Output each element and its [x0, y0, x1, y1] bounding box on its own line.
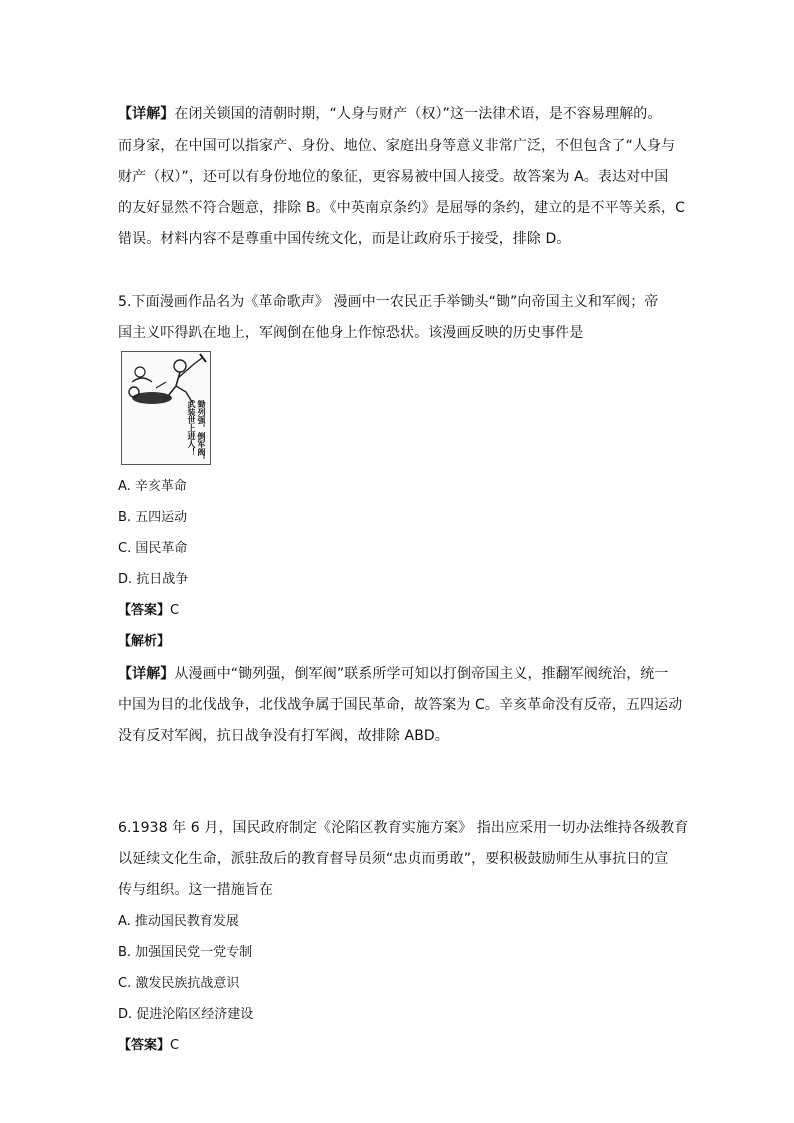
question-6-line-3: 传与组织。这一措施旨在: [118, 882, 274, 898]
question-5-answer: [118, 602, 179, 620]
detail-tag: 【详解】: [118, 666, 175, 682]
cartoon-caption-2: 倒军阀，: [197, 432, 206, 464]
revolution-song-cartoon: [121, 351, 211, 465]
question-5-detail-line-1: 【详解】从漫画中“锄列强，倒军阀”联系所学可知以打倒帝国主义，推翻军阀统治，统一: [118, 666, 669, 682]
cartoon-caption: [186, 400, 206, 464]
cartoon-label-mark: 阀: [164, 395, 171, 402]
detail-line-4: 的友好显然不符合题意，排除 B。《中英南京条约》是屈辱的条约，建立的是不平等关系，C: [118, 200, 686, 216]
question-6-answer: [118, 1037, 179, 1055]
cartoon-caption-1: 锄列强，: [197, 400, 206, 432]
cartoon-caption-3: 武装世上: [187, 400, 196, 432]
question-5-option-b: B. 五四运动: [118, 510, 188, 525]
answer-tag: 【答案】: [118, 1038, 171, 1053]
question-5-line-2: 国主义吓得趴在地上，军阀倒在他身上作惊恐状。该漫画反映的历史事件是: [118, 325, 584, 341]
detail-line-1: 【详解】在闭关锁国的清朝时期，“人身与财产（权）”这一法律术语，是不容易理解的。: [118, 106, 662, 122]
answer-value: C: [170, 603, 180, 618]
detail-line-5: 错误。材料内容不是尊重中国传统文化，而是让政府乐于接受，排除 D。: [118, 231, 571, 247]
detail-line-2: 而身家，在中国可以指家产、身份、地位、家庭出身等意义非常广泛，不但包含了“人身与: [118, 138, 676, 154]
question-6-line-1: 6.1938 年 6 月，国民政府制定《沦陷区教育实施方案》 指出应采用一切办法维持各级教育: [118, 820, 689, 836]
answer-value: C: [170, 1038, 180, 1053]
question-6-option-c: C. 激发民族抗战意识: [118, 976, 240, 991]
question-6-line-2: 以延续文化生命，派驻敌后的教育督导员须“忠贞而勇敢”，要积极鼓励师生从事抗日的宣: [118, 851, 669, 867]
question-5-detail-line-3: 没有反对军阀，抗日战争没有打军阀，故排除 ABD。: [118, 728, 449, 744]
question-5-option-d: D. 抗日战争: [118, 572, 189, 587]
answer-tag: 【答案】: [118, 603, 171, 618]
question-6-option-d: D. 促进沦陷区经济建设: [118, 1007, 254, 1022]
question-5-detail-line-2: 中国为目的北伐战争，北伐战争属于国民革命，故答案为 C。辛亥革命没有反帝，五四运动: [118, 697, 683, 713]
cartoon-caption-4: 进人！: [187, 432, 196, 456]
detail-line-3: 财产（权）”，还可以有身份地位的象征，更容易被中国人接受。故答案为 A。表达对中国: [118, 169, 669, 185]
detail-tag: 【详解】: [118, 106, 175, 122]
question-6-option-a: A. 推动国民教育发展: [118, 914, 239, 929]
question-5-analysis-tag: 【解析】: [118, 634, 171, 649]
question-6-option-b: B. 加强国民党一党专制: [118, 945, 253, 960]
question-5-option-a: A. 辛亥革命: [118, 479, 187, 494]
question-5-option-c: C. 国民革命: [118, 541, 188, 556]
question-5-line-1: 5.下面漫画作品名为《革命歌声》 漫画中一农民正手举锄头“锄”向帝国主义和军阀；帝: [118, 294, 659, 310]
